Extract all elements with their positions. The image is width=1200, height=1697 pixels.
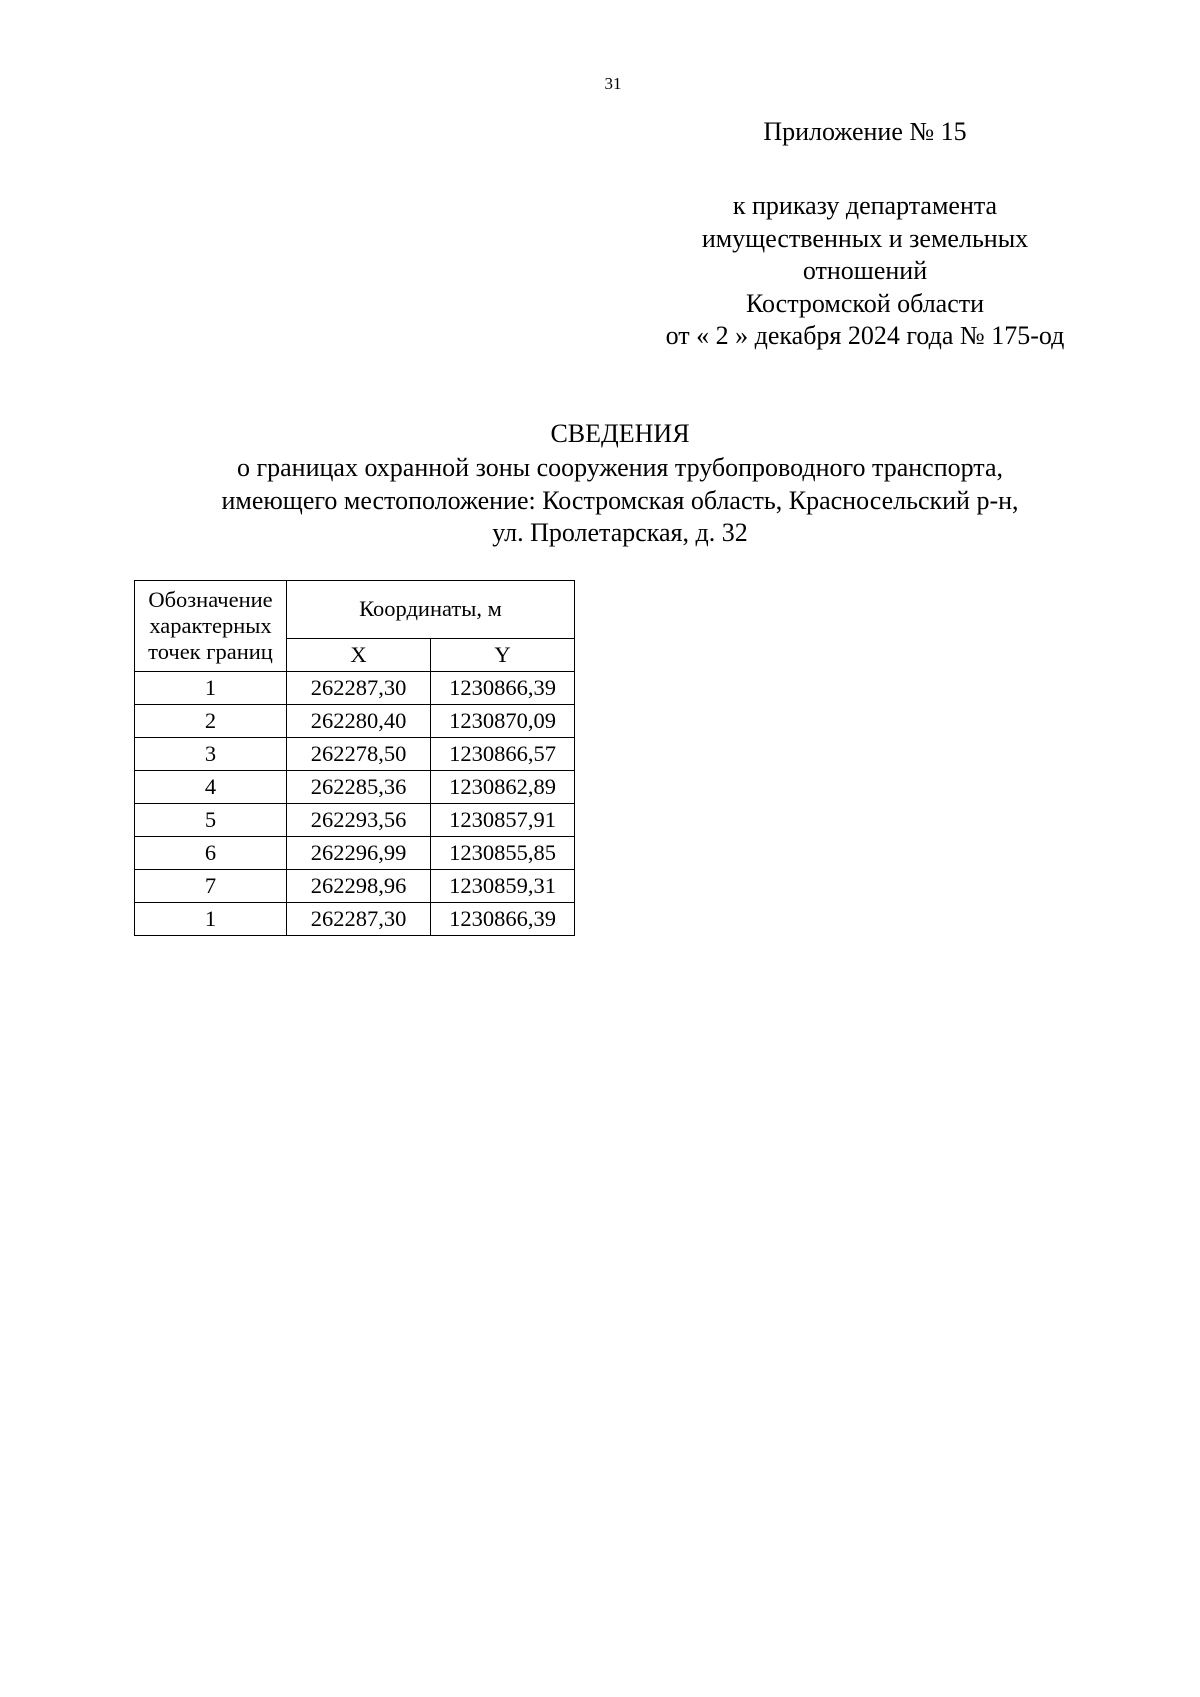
page-number: 31 xyxy=(604,74,622,93)
subtitle-line: о границах охранной зоны сооружения трубопроводного транспорта, xyxy=(236,453,1004,482)
point-cell: 3 xyxy=(135,738,287,771)
y-cell: 1230862,89 xyxy=(431,771,575,804)
x-cell: 262298,96 xyxy=(287,870,431,903)
point-cell: 2 xyxy=(135,705,287,738)
table-row xyxy=(135,672,575,705)
table-row xyxy=(135,837,575,870)
y-column-header: Y xyxy=(431,638,575,671)
point-cell: 5 xyxy=(135,804,287,837)
point-cell: 1 xyxy=(135,903,287,936)
appendix-line: имущественных и земельных xyxy=(701,223,1029,253)
point-cell: 4 xyxy=(135,771,287,804)
x-cell: 262280,40 xyxy=(287,705,431,738)
coordinates-table xyxy=(134,580,575,936)
appendix-title: Приложение № 15 xyxy=(763,117,967,146)
x-cell: 262278,50 xyxy=(287,738,431,771)
appendix-line: к приказу департамента xyxy=(732,191,998,220)
appendix-reference xyxy=(610,190,1120,353)
document-heading: СВЕДЕНИЯ xyxy=(550,419,690,448)
appendix-line: от « 2 » декабря 2024 года № 175-од xyxy=(665,321,1065,350)
x-column-header: X xyxy=(287,638,431,671)
table-row xyxy=(135,804,575,837)
table-row xyxy=(135,705,575,738)
point-header-line: характерных xyxy=(149,613,272,638)
point-header-line: точек границ xyxy=(148,639,273,664)
y-cell: 1230855,85 xyxy=(431,837,575,870)
y-cell: 1230866,39 xyxy=(431,903,575,936)
point-column-header xyxy=(135,581,287,672)
point-header-line: Обозначение xyxy=(148,587,273,612)
table-row xyxy=(135,903,575,936)
point-cell: 7 xyxy=(135,870,287,903)
subtitle-line: ул. Пролетарская, д. 32 xyxy=(492,518,748,547)
appendix-line: отношений xyxy=(802,256,928,285)
point-cell: 6 xyxy=(135,837,287,870)
y-cell: 1230859,31 xyxy=(431,870,575,903)
x-cell: 262296,99 xyxy=(287,837,431,870)
subtitle-line: имеющего местоположение: Костромская область, Красносельский р-н, xyxy=(221,485,1019,515)
appendix-line: Костромской области xyxy=(745,288,985,318)
point-cell: 1 xyxy=(135,672,287,705)
document-subtitle xyxy=(120,452,1120,550)
coordinates-header: Координаты, м xyxy=(287,581,575,639)
y-cell: 1230857,91 xyxy=(431,804,575,837)
x-cell: 262285,36 xyxy=(287,771,431,804)
y-cell: 1230870,09 xyxy=(431,705,575,738)
table-row xyxy=(135,738,575,771)
x-cell: 262287,30 xyxy=(287,903,431,936)
y-cell: 1230866,57 xyxy=(431,738,575,771)
x-cell: 262293,56 xyxy=(287,804,431,837)
table-row xyxy=(135,870,575,903)
table-header-row xyxy=(135,581,575,639)
table-row xyxy=(135,771,575,804)
y-cell: 1230866,39 xyxy=(431,672,575,705)
x-cell: 262287,30 xyxy=(287,672,431,705)
